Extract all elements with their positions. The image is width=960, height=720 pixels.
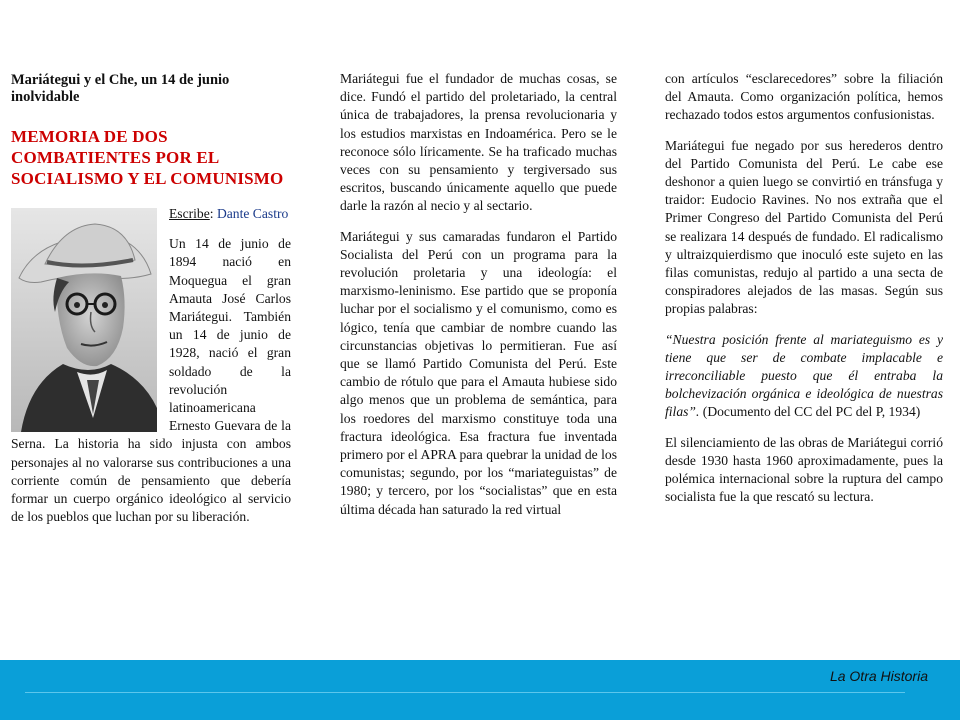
quote-text: “Nuestra posición frente al mariateguismo es y tiene que ser de combate implacable e irreconciliable puesto que él entraba la bolchevización orgánica e ideológica de nuestras filas”. (665, 331, 943, 420)
column-2 (340, 70, 617, 531)
column2-paragraph-1: Mariátegui fue el fundador de muchas cosas, se dice. Fundó el partido del proletariado, la central única de trabajadores, la prensa revolucionaria y los estudios marxistas en Indoamérica. Pero se le reconoce sólo líricamente. Se ha traficado muchas veces con su pensamiento y tergiversado sus escritos, buscando únicamente aquello que puede darle la razón al necio y al sectario. (340, 71, 617, 214)
column-1 (11, 72, 291, 538)
footer-brand: La Otra Historia (829, 668, 928, 684)
footer-divider (25, 692, 905, 693)
column3-paragraph-1: con artículos “esclarecedores” sobre la filiación del Amauta. Como organización política, hemos rechazado todos estos argumentos confusionistas. (665, 71, 943, 123)
byline-label: Escribe (169, 206, 210, 221)
byline-author: Dante Castro (216, 206, 289, 221)
portrait-photo (11, 208, 157, 432)
portrait-image (11, 208, 157, 432)
column2-paragraph-2: Mariátegui y sus camaradas fundaron el Partido Socialista del Perú con un programa para la revolución proletaria y una ideología: el marxismo-leninismo. Ese partido que se proponía luchar por el socialismo y el comunismo, como es lógico, tenía que cambiar de nombre cuando las circunstancias objetivas lo permitieran. Fue así que se llamó Partido Comunista del Perú. Este cambio de rótulo que para el Amauta hubiese sido algo menos que un problema de semántica, para los roedores del marxismo constituye toda una fractura ideológica. Esa fractura fue inventada primero por el APRA para quebrar la unidad de los comunistas; segundo, por los “mariateguistas” de 1980; y tercero, por los “socialistas” que en esta última década han saturado la red virtual (340, 228, 617, 517)
intro-paragraph: Un 14 de junio de 1894 nació en Moquegua el gran Amauta José Carlos Mariátegui. También un 14 de junio de 1928, nació el gran soldado de la revolución latinoamericana Ernesto Guevara de la Serna. La historia ha sido injusta con ambos personajes al no valorarse sus contribuciones a una corriente común de pensamiento que debería formar un cuerpo orgánico ideológico al servicio de los pueblos que luchan por su liberación. (11, 236, 291, 525)
column3-paragraph-2: Mariátegui fue negado por sus herederos dentro del Partido Comunista del Perú. Le cabe ese deshonor a quien luego se convirtió en tránsfuga y traidor: Eudocio Ravines. No nos extraña que el Primer Congreso del Partido Comunista del Perú se realizara 14 después de fundado. El radicalismo y ultraizquierdismo que inoculó este sujeto en las filas comunistas, redujo al partido a una secta de conspiradores alejados de las masas. Según sus propias palabras: (665, 137, 943, 317)
column3-paragraph-3: El silenciamiento de las obras de Mariátegui corrió desde 1930 hasta 1960 aproximadamente, pues la polémica internacional sobre la ruptura del campo socialista fue la que rescató su lectura. (665, 434, 943, 505)
column-3 (665, 70, 943, 518)
footer-bar (0, 660, 960, 720)
quote-paragraph (665, 331, 943, 422)
article-kicker: Mariátegui y el Che, un 14 de junio inolvidable (11, 72, 230, 105)
byline-separator: : (209, 206, 217, 221)
article-headline: MEMORIA DE DOS COMBATIENTES POR EL SOCIALISMO Y EL COMUNISMO (11, 127, 284, 188)
quote-source: (Documento del CC del PC del P, 1934) (699, 404, 921, 420)
